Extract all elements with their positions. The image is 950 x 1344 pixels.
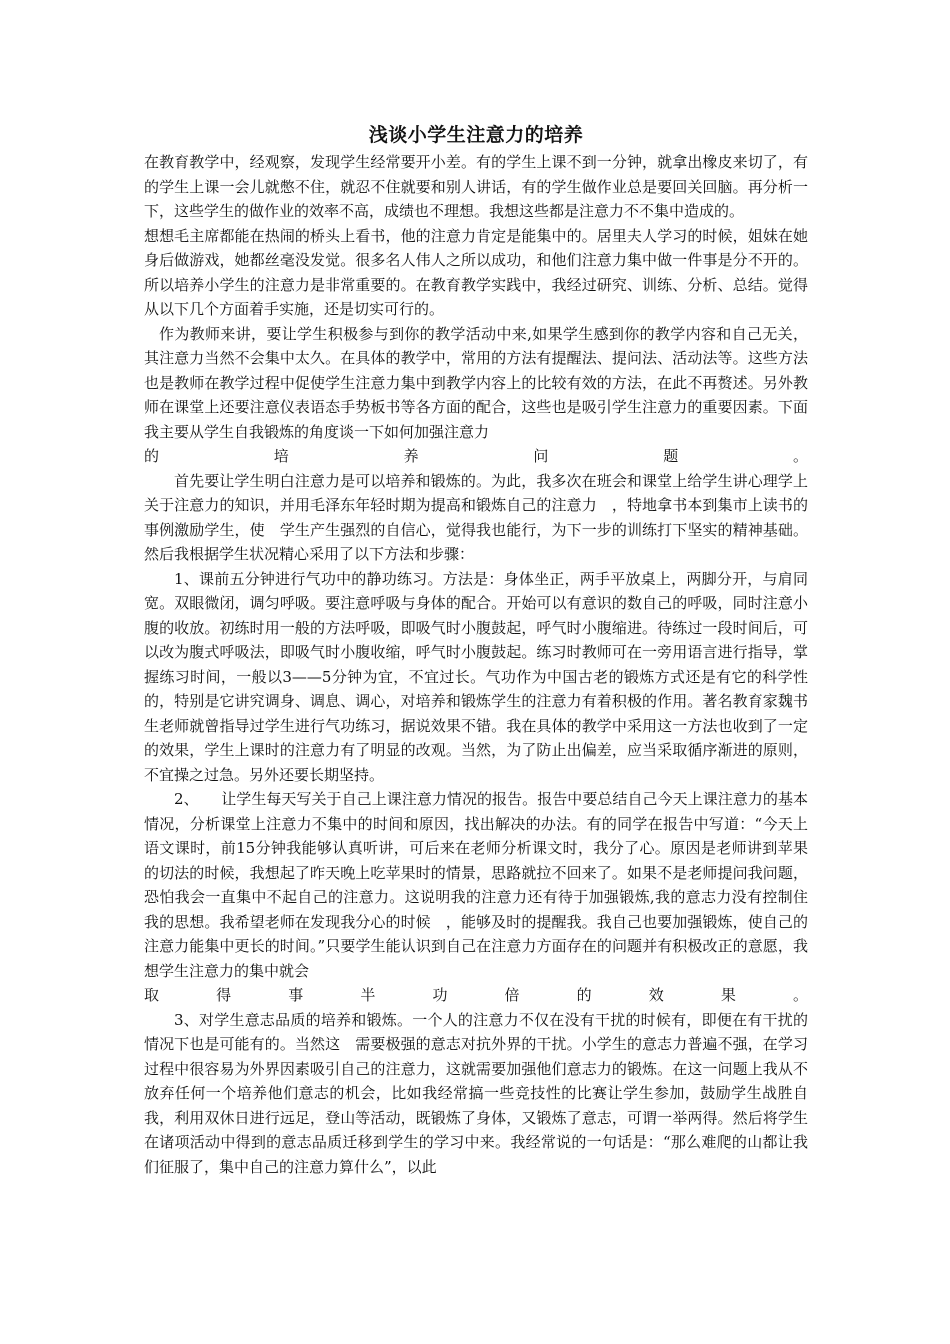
- justified-char: 培: [273, 447, 289, 465]
- paragraph-method-3: 3、对学生意志品质的培养和锻炼。一个人的注意力不仅在没有干扰的时候有，即便在有干扰的情况下也是可能有的。当然这 需要极强的意志对抗外界的干扰。小学生的意志力普遍不强，在学习过程中很容易为外界因素吸引自己的注意力，这就需要加强他们意志力的锻炼。在这一问题上我从不放弃任何一个培养他们意志的机会，比如我经常搞一些竞技性的比赛让学生参加，鼓励学生战胜自我，利用双休日进行远足，登山等活动，既锻炼了身体，又锻炼了意志，可谓一举两得。然后将学生在诸项活动中得到的意志品质迁移到学生的学习中来。我经常说的一句话是：“那么难爬的山都让我们征服了，集中自己的注意力算什么”，以此: [144, 1010, 808, 1176]
- justified-char: 功: [432, 986, 448, 1004]
- paragraph-examples: 想想毛主席都能在热闹的桥头上看书，他的注意力肯定是能集中的。居里夫人学习的时候，姐妹在她身后做游戏，她都丝毫没发觉。很多名人伟人之所以成功，和他们注意力集中做一件事是分不开的。所以培养小学生的注意力是非常重要的。在教育教学实践中，我经过研究、训练、分析、总结。觉得从以下几个方面着手实施，还是切实可行的。: [144, 226, 808, 318]
- justified-char: 。: [792, 986, 808, 1004]
- paragraph-teacher-role: 作为教师来讲，要让学生积极参与到你的教学活动中来,如果学生感到你的教学内容和自己无关，其注意力当然不会集中太久。在具体的教学中，常用的方法有提醒法、提问法、活动法等。这些方法也是教师在教学过程中促使学生注意力集中到教学内容上的比较有效的方法，在此不再赘述。另外教师在课堂上还要注意仪表语态手势板书等各方面的配合，这些也是吸引学生注意力的重要因素。下面我主要从学生自我锻炼的角度谈一下如何加强注意力: [144, 324, 808, 441]
- paragraph-method-2-end: [144, 983, 808, 1008]
- paragraph-first-step: 首先要让学生明白注意力是可以培养和锻炼的。为此，我多次在班会和课堂上给学生讲心理学上关于注意力的知识，并用毛泽东年轻时期为提高和锻炼自己的注意力 ，特地拿书本到集市上读书的事例激励学生，使 学生产生强烈的自信心，觉得我也能行，为下一步的训练打下坚实的精神基础。然后我根据学生状况精心采用了以下方法和步骤：: [144, 471, 808, 563]
- paragraph-method-1: 1、课前五分钟进行气功中的静功练习。方法是：身体坐正，两手平放桌上，两脚分开，与肩同宽。双眼微闭，调匀呼吸。要注意呼吸与身体的配合。开始可以有意识的数自己的呼吸，同时注意小腹的收放。初练时用一般的方法呼吸，即吸气时小腹鼓起，呼气时小腹缩进。待练过一段时间后，可以改为腹式呼吸法，即吸气时小腹收缩，呼气时小腹鼓起。练习时教师可在一旁用语言进行指导，掌握练习时间，一般以3——5分钟为宜，不宜过长。气功作为中国古老的锻炼方式还是有它的科学性的，特别是它讲究调身、调息、调心，对培养和锻炼学生的注意力有着积极的作用。著名教育家魏书生老师就曾指导过学生进行气功练习，据说效果不错。我在具体的教学中采用这一方法也收到了一定的效果，学生上课时的注意力有了明显的改观。当然，为了防止出偏差，应当采取循序渐进的原则，不宜操之过急。另外还要长期坚持。: [144, 569, 808, 784]
- justified-char: 得: [216, 986, 232, 1004]
- document-page: [144, 120, 808, 1179]
- justified-char: 效: [648, 986, 664, 1004]
- justified-char: 取: [144, 986, 160, 1004]
- justified-char: 果: [720, 986, 736, 1004]
- paragraph-intro: 在教育教学中，经观察，发现学生经常要开小差。有的学生上课不到一分钟，就拿出橡皮来切了，有的学生上课一会儿就憋不住，就忍不住就要和别人讲话，有的学生做作业总是要回关回脑。再分析一下，这些学生的做作业的效率不高，成绩也不理想。我想这些都是注意力不不集中造成的。: [144, 153, 808, 220]
- justified-char: 事: [288, 986, 304, 1004]
- justified-char: 的: [144, 447, 160, 465]
- justified-char: 问: [533, 447, 549, 465]
- justified-char: 的: [576, 986, 592, 1004]
- justified-char: 养: [403, 447, 419, 465]
- paragraph-method-2: 2、 让学生每天写关于自己上课注意力情况的报告。报告中要总结自己今天上课注意力的基本情况，分析课堂上注意力不集中的时间和原因，找出解决的办法。有的同学在报告中写道：“今天上语文课时，前15分钟我能够认真听讲，可后来在老师分析课文时，我分了心。原因是老师讲到苹果的切法的时候，我想起了昨天晚上吃苹果时的情景，思路就拉不回来了。如果不是老师提问我问题，恐怕我会一直集中不起自己的注意力。这说明我的注意力还有待于加强锻炼,我的意志力没有控制住我的思想。我希望老师在发现我分心的时候 ，能够及时的提醒我。我自己也要加强锻炼，使自己的注意力能集中更长的时间。”只要学生能认识到自己在注意力方面存在的问题并有积极改正的意愿，我想学生注意力的集中就会: [144, 790, 808, 980]
- justified-char: 题: [663, 447, 679, 465]
- justified-char: 。: [792, 447, 808, 465]
- justified-char: 倍: [504, 986, 520, 1004]
- justified-char: 半: [360, 986, 376, 1004]
- paragraph-teacher-role-end: [144, 444, 808, 469]
- document-title: 浅谈小学生注意力的培养: [368, 124, 584, 146]
